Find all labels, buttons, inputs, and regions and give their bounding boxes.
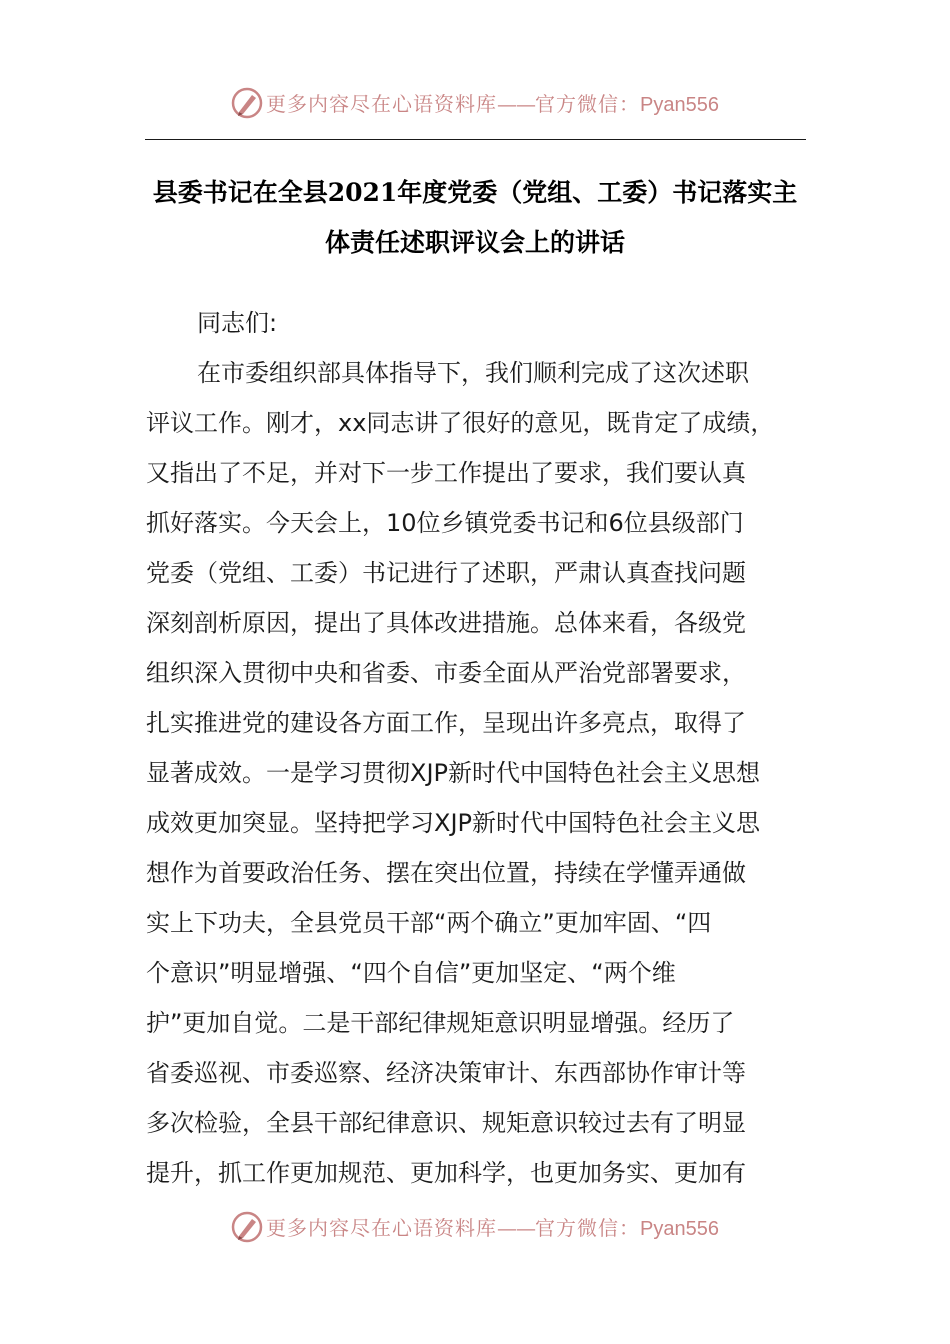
document-title-line-1: 县委书记在全县2021年度党委（党组、工委）书记落实主 [152,178,798,207]
body-line: 扎实推进党的建设各方面工作，呈现出许多亮点，取得了 [146,709,746,737]
body-line: 深刻剖析原因，提出了具体改进措施。总体来看，各级党 [146,609,746,637]
body-line: 提升，抓工作更加规范、更加科学，也更加务实、更加有 [146,1159,746,1187]
footer-banner [0,1208,950,1248]
body-line: 成效更加突显。坚持把学习XJP新时代中国特色社会主义思 [146,809,760,837]
body-line: 想作为首要政治任务、摆在突出位置，持续在学懂弄通做 [146,859,746,887]
header-banner-text: 更多内容尽在心语资料库——官方微信：Pyan556 [266,92,719,116]
body-line: 护”更加自觉。二是干部纪律规矩意识明显增强。经历了 [146,1009,735,1037]
header-banner [0,84,950,124]
body-line: 党委（党组、工委）书记进行了述职，严肃认真查找问题 [146,559,746,587]
body-line: 显著成效。一是学习贯彻XJP新时代中国特色社会主义思想 [146,759,760,787]
body-line: 多次检验，全县干部纪律意识、规矩意识较过去有了明显 [146,1109,746,1137]
body-line: 又指出了不足，并对下一步工作提出了要求，我们要认真 [146,459,746,487]
header-divider [145,139,806,140]
pen-logo-icon [230,1210,264,1244]
document-title-line-2: 体责任述职评议会上的讲话 [324,228,625,257]
body-line: 省委巡视、市委巡察、经济决策审计、东西部协作审计等 [146,1059,746,1087]
body-line: 在市委组织部具体指导下，我们顺利完成了这次述职 [197,359,749,387]
body-line: 组织深入贯彻中央和省委、市委全面从严治党部署要求， [146,659,746,687]
salutation: 同志们: [197,309,278,337]
footer-banner-text: 更多内容尽在心语资料库——官方微信：Pyan556 [266,1216,719,1240]
body-line: 个意识”明显增强、“四个自信”更加坚定、“两个维 [146,959,676,987]
pen-logo-icon [230,86,264,120]
body-line: 评议工作。刚才，xx同志讲了很好的意见，既肯定了成绩， [146,409,775,437]
body-line: 实上下功夫，全县党员干部“两个确立”更加牢固、“四 [146,909,712,937]
body-line: 抓好落实。今天会上，10位乡镇党委书记和6位县级部门 [146,509,744,537]
